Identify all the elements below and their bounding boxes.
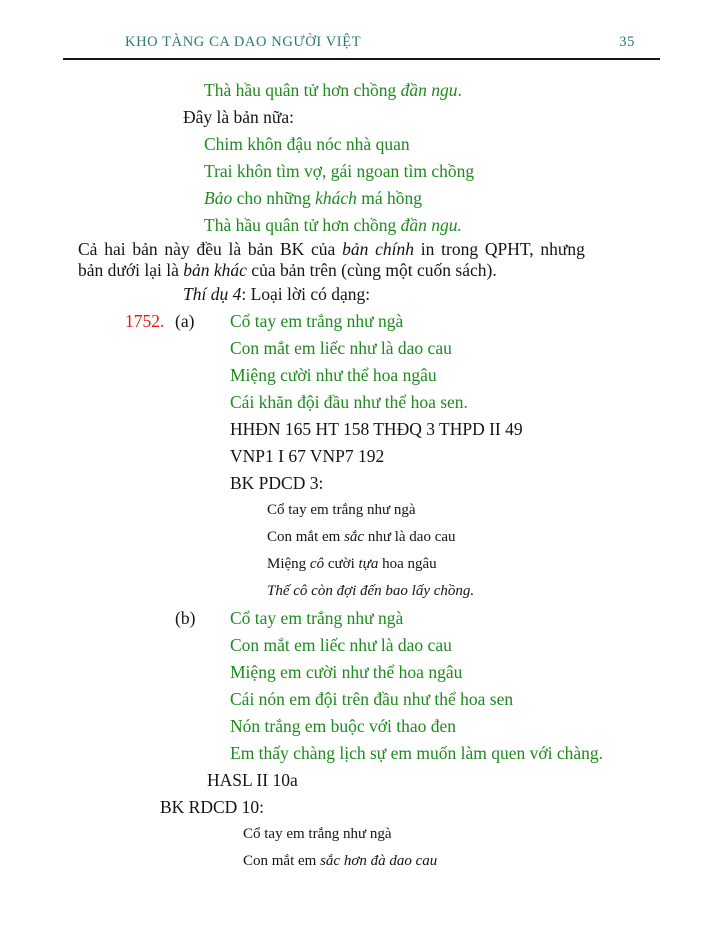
variant-quote-line xyxy=(0,578,723,605)
verse-line xyxy=(0,335,723,362)
text-segment: Con mắt em liếc như là dao cau xyxy=(230,635,452,655)
text-segment: đần ngu xyxy=(400,80,458,100)
page-number: 35 xyxy=(619,34,635,50)
running-title: KHO TÀNG CA DAO NGƯỜI VIỆT xyxy=(125,34,362,50)
text-segment: 1752. xyxy=(125,311,165,331)
text-segment: Trai khôn tìm vợ, gái ngoan tìm chồng xyxy=(204,161,475,181)
text-segment: má hồng xyxy=(356,188,423,208)
song-entry-line xyxy=(0,308,723,335)
page-header xyxy=(63,0,660,60)
reference-line xyxy=(0,794,723,821)
text-segment: : Loại lời có dạng: xyxy=(241,284,371,304)
text-segment: Cái nón em đội trên đầu như thể hoa sen xyxy=(230,689,514,709)
text-segment: Miệng em cười như thể hoa ngâu xyxy=(230,662,463,682)
text-segment: đần ngu. xyxy=(400,215,462,235)
verse-line xyxy=(0,77,723,104)
text-segment: Con mắt em liếc như là dao cau xyxy=(230,338,452,358)
reference-line xyxy=(0,470,723,497)
text-segment: (b) xyxy=(175,608,196,628)
text-segment: (a) xyxy=(175,311,195,331)
text-segment: Cổ tay em trắng như ngà xyxy=(230,311,404,331)
commentary-line xyxy=(0,104,723,131)
variant-quote-line xyxy=(0,497,723,524)
text-segment: bản dưới lại là xyxy=(78,260,184,280)
text-segment: Đây là bản nữa: xyxy=(183,107,295,127)
text-segment: Nón trắng em buộc với thao đen xyxy=(230,716,457,736)
text-segment: Con mắt em xyxy=(267,529,345,545)
text-segment: Cổ tay em trắng như ngà xyxy=(243,826,392,842)
text-segment: Thà hầu quân tử hơn chồng xyxy=(204,80,401,100)
variant-quote-line xyxy=(0,821,723,848)
verse-line xyxy=(0,158,723,185)
variant-quote-line xyxy=(0,551,723,578)
text-segment: sắc hơn đà dao cau xyxy=(320,853,438,869)
text-segment: cho những xyxy=(232,188,316,208)
text-segment: Thế cô còn đợi đến bao lấy chồng. xyxy=(267,583,475,599)
text-segment: Bảo xyxy=(204,188,233,208)
text-segment: bản chính xyxy=(342,239,414,259)
verse-line xyxy=(0,131,723,158)
text-segment: BK PDCD 3: xyxy=(230,473,324,493)
verse-line xyxy=(0,632,723,659)
text-segment: in trong QPHT, nhưng xyxy=(414,239,585,259)
verse-line xyxy=(0,362,723,389)
text-lines xyxy=(0,77,723,875)
reference-line xyxy=(0,443,723,470)
verse-line xyxy=(0,212,723,239)
variant-quote-line xyxy=(0,524,723,551)
verse-line xyxy=(0,389,723,416)
song-entry-line xyxy=(0,605,723,632)
text-segment: VNP1 I 67 VNP7 192 xyxy=(230,446,385,466)
text-segment: như là dao cau xyxy=(364,529,456,545)
text-segment: Thà hầu quân tử hơn chồng xyxy=(204,215,401,235)
verse-line xyxy=(0,659,723,686)
verse-line xyxy=(0,185,723,212)
text-segment: HHĐN 165 HT 158 THĐQ 3 THPD II 49 xyxy=(230,419,523,439)
text-segment: hoa ngâu xyxy=(378,556,437,572)
text-segment: cô xyxy=(309,556,325,572)
text-segment: của bản trên (cùng một cuốn sách). xyxy=(246,260,497,280)
text-segment: sắc xyxy=(344,529,365,545)
paragraph-line xyxy=(0,260,723,281)
text-segment: . xyxy=(457,80,462,100)
text-segment: Cổ tay em trắng như ngà xyxy=(230,608,404,628)
text-segment: BK RDCD 10: xyxy=(160,797,265,817)
verse-line xyxy=(0,713,723,740)
example-heading xyxy=(0,281,723,308)
verse-line xyxy=(0,740,723,767)
reference-line xyxy=(0,767,723,794)
text-segment: Thí dụ 4 xyxy=(183,284,242,304)
text-segment: khách xyxy=(315,188,357,208)
text-segment: Cái khăn đội đầu như thể hoa sen. xyxy=(230,392,468,412)
text-segment: tựa xyxy=(358,556,379,572)
text-segment: Em thấy chàng lịch sự em muốn làm quen với chàng. xyxy=(230,743,604,763)
text-segment: cười xyxy=(324,556,359,572)
text-segment: Cổ tay em trắng như ngà xyxy=(267,502,416,518)
text-segment: HASL II 10a xyxy=(207,770,298,790)
text-segment: bản khác xyxy=(183,260,247,280)
text-segment: Miệng cười như thể hoa ngâu xyxy=(230,365,437,385)
verse-line xyxy=(0,686,723,713)
text-segment: Cả hai bản này đều là bản BK của xyxy=(78,239,343,259)
text-segment: Con mắt em xyxy=(243,853,321,869)
variant-quote-line xyxy=(0,848,723,875)
paragraph-line xyxy=(0,239,723,260)
reference-line xyxy=(0,416,723,443)
text-segment: Chim khôn đậu nóc nhà quan xyxy=(204,134,410,154)
text-segment: Miệng xyxy=(267,556,310,572)
